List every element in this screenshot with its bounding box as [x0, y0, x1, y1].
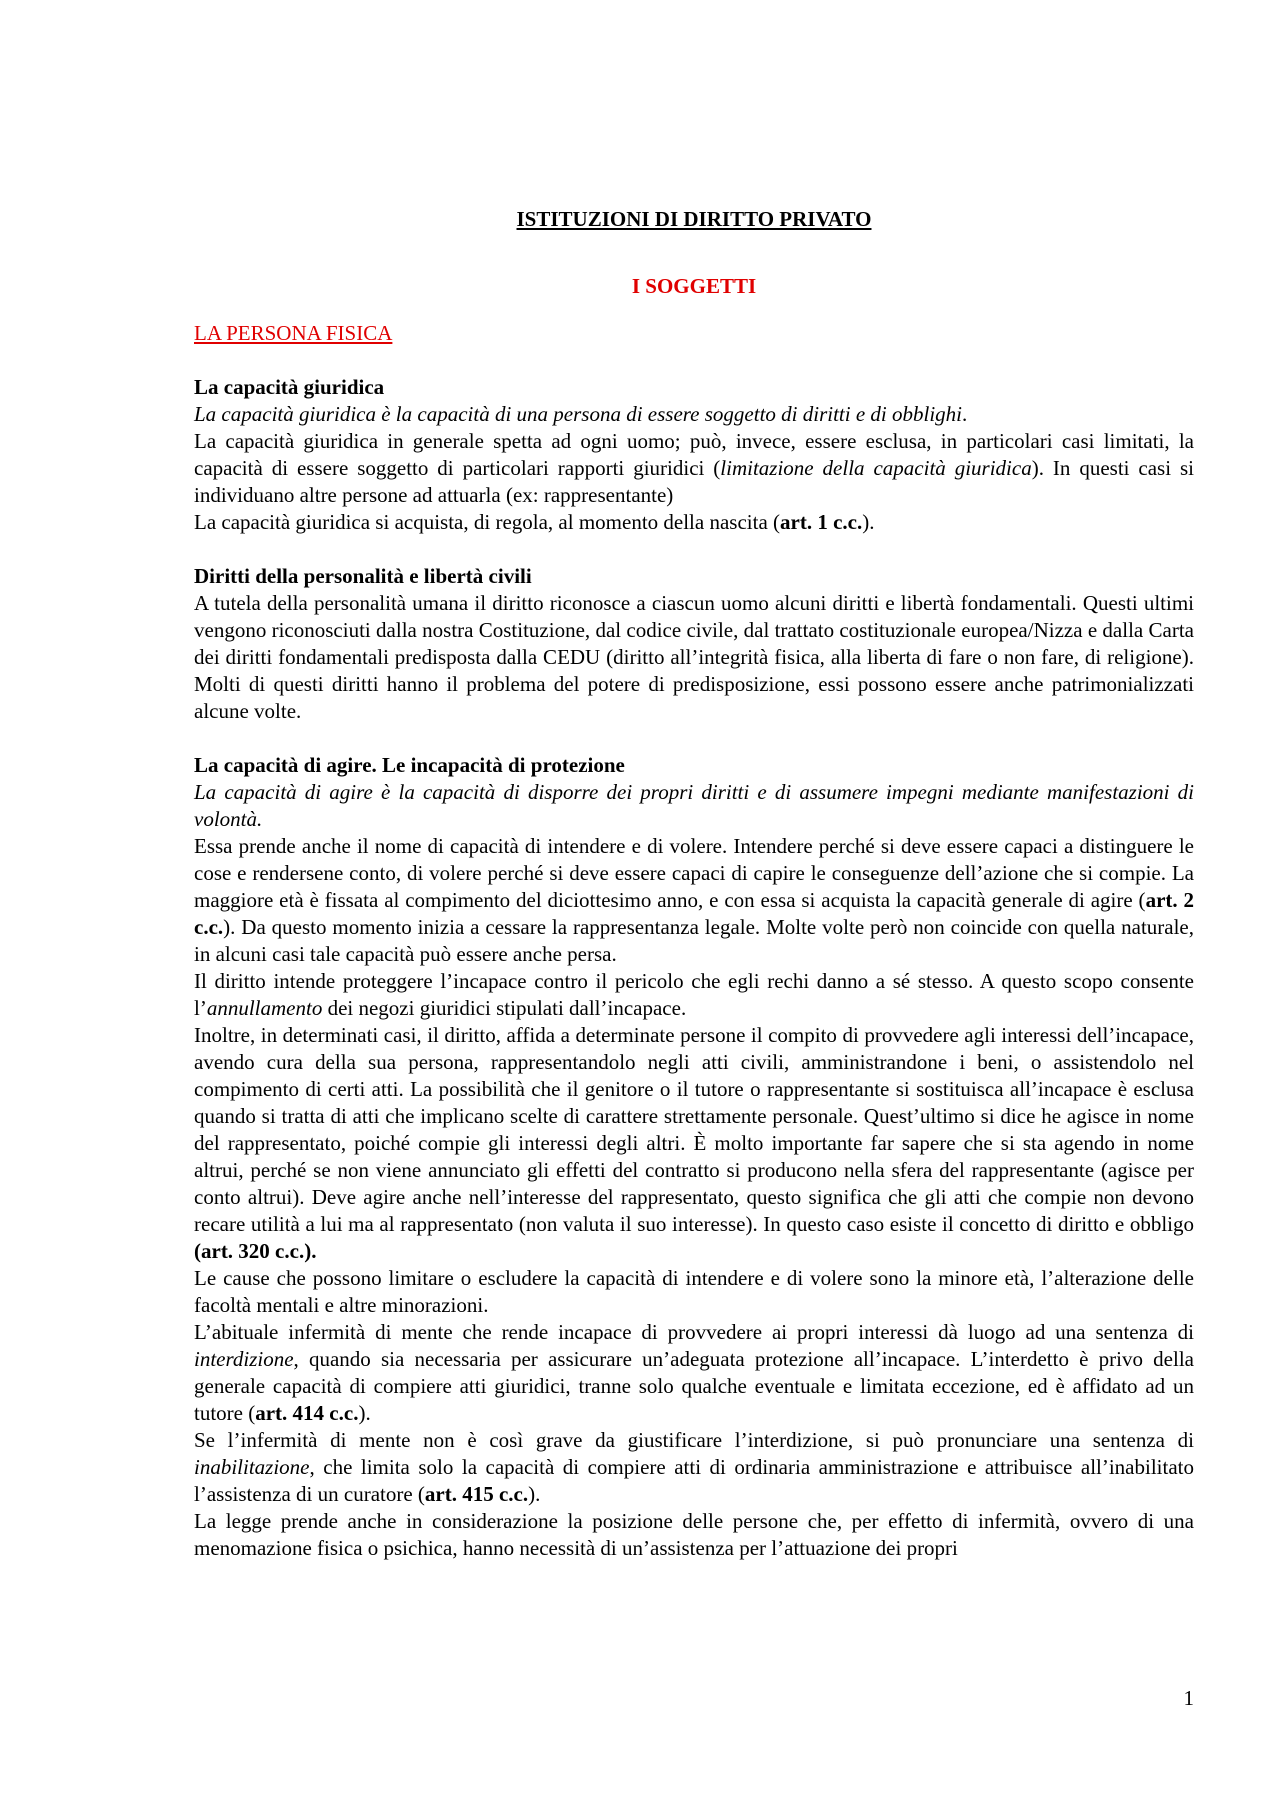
definition-period: .	[962, 402, 968, 426]
article-reference: (art. 320 c.c.).	[194, 1239, 317, 1263]
text-run: dei negozi giuridici stipulati dall’incapace.	[322, 996, 687, 1020]
heading-diritti-personalita: Diritti della personalità e libertà civili	[194, 564, 532, 588]
article-reference: art. 414 c.c.	[255, 1401, 359, 1425]
paragraph	[194, 833, 1194, 968]
paragraph: A tutela della personalità umana il diritto riconosce a ciascun uomo alcuni diritti e libertà fondamentali. Questi ultimi vengono riconosciuti dalla nostra Costituzione, dal codice civile, dal trattato costituzionale europea/Nizza e dalla Carta dei diritti fondamentali predisposta dalla CEDU (diritto all’integrità fisica, alla liberta di fare o non fare, di religione). Molti di questi diritti hanno il problema del potere di predisposizione, essi possono essere anche patrimonializzati alcune volte.	[194, 591, 1194, 723]
section-diritti-personalita	[194, 563, 1194, 725]
emphasis: inabilitazione	[194, 1455, 310, 1479]
text-run: Il diritto intende proteggere l’incapace contro il pericolo che egli rechi danno a sé stesso. A questo scopo consente l’	[194, 969, 1194, 1020]
section-capacita-giuridica	[194, 374, 1194, 536]
paragraph	[194, 968, 1194, 1022]
text-run: ). In questi casi si individuano altre persone ad attuarla (ex: rappresentante)	[194, 456, 1195, 507]
text-run: ).	[528, 1482, 541, 1506]
document-page	[194, 206, 1194, 1589]
heading-capacita-giuridica: La capacità giuridica	[194, 375, 385, 399]
text-run: La capacità giuridica in generale spetta ad ogni uomo; può, invece, essere esclusa, in particolari casi limitati, la capacità di essere soggetto di particolari rapporti giuridici (	[194, 429, 1194, 480]
emphasis: limitazione della capacità giuridica	[720, 456, 1032, 480]
document-title: ISTITUZIONI DI DIRITTO PRIVATO	[516, 207, 872, 231]
emphasis: interdizione	[194, 1347, 294, 1371]
paragraph	[194, 1319, 1194, 1427]
text-run: ).	[862, 510, 875, 534]
emphasis: annullamento	[206, 996, 323, 1020]
text-run: ).	[358, 1401, 371, 1425]
paragraph: Le cause che possono limitare o escludere la capacità di intendere e di volere sono la minore età, l’alterazione delle facoltà mentali e altre minorazioni.	[194, 1266, 1194, 1317]
article-reference: art. 1 c.c.	[780, 510, 863, 534]
text-run: ). Da questo momento inizia a cessare la rappresentanza legale. Molte volte però non coincide con quella naturale, in alcuni casi tale capacità può essere anche persa.	[194, 915, 1194, 966]
section-title: LA PERSONA FISICA	[194, 321, 393, 345]
text-run: La capacità giuridica si acquista, di regola, al momento della nascita (	[194, 510, 781, 534]
definition-text: La capacità giuridica è la capacità di una persona di essere soggetto di diritti e di obblighi	[194, 402, 962, 426]
paragraph	[194, 1427, 1194, 1508]
definition-capacita-agire: La capacità di agire è la capacità di disporre dei propri diritti e di assumere impegni mediante manifestazioni di volontà.	[194, 780, 1194, 831]
paragraph: La legge prende anche in considerazione la posizione delle persone che, per effetto di infermità, ovvero di una menomazione fisica o psichica, hanno necessità di un’assistenza per l’attuazione dei propri	[194, 1509, 1194, 1560]
text-run: Se l’infermità di mente non è così grave da giustificare l’interdizione, si può pronunciare una sentenza di	[194, 1428, 1194, 1452]
paragraph	[194, 428, 1194, 509]
text-run: Inoltre, in determinati casi, il diritto, affida a determinate persone il compito di provvedere agli interessi dell’incapace, avendo cura della sua persona, rappresentandolo negli atti civili, amministrandone i beni, o assistendolo nel compimento di certi atti. La possibilità che il genitore o il tutore o rappresentante si sostituisca all’incapace è esclusa quando si tratta di atti che implicano scelte di carattere strettamente personale. Quest’ultimo si dice he agisce in nome del rappresentato, poiché compie gli interessi degli altri. È molto importante far sapere che si sta agendo in nome altrui, perché se non viene annunciato gli effetti del contratto si producono nella sfera del rappresentante (agisce per conto altrui). Deve agire anche nell’interesse del rappresentato, questo significa che gli atti che compie non devono recare utilità a lui ma al rappresentato (non valuta il suo interesse). In questo caso esiste il concetto di diritto e obbligo	[194, 1023, 1194, 1236]
article-reference: art. 415 c.c.	[424, 1482, 529, 1506]
paragraph	[194, 509, 1194, 536]
text-run: L’abituale infermità di mente che rende incapace di provvedere ai propri interessi dà luogo ad una sentenza di	[194, 1320, 1194, 1344]
heading-capacita-agire: La capacità di agire. Le incapacità di protezione	[194, 753, 625, 777]
text-run: Essa prende anche il nome di capacità di intendere e di volere. Intendere perché si deve essere capaci a distinguere le cose e rendersene conto, di volere perché si deve essere capaci di capire le conseguenze dell’azione che si compie. La maggiore età è fissata al compimento del diciottesimo anno, e con essa si acquista la capacità generale di agire (	[194, 834, 1194, 912]
page-number: 1	[1183, 1686, 1194, 1710]
article-reference: art. 2 c.c.	[194, 888, 1194, 939]
text-run: , che limita solo la capacità di compiere atti di ordinaria amministrazione e attribuisce all’inabilitato l’assistenza di un curatore (	[194, 1455, 1194, 1506]
text-run: , quando sia necessaria per assicurare un’adeguata protezione all’incapace. L’interdetto è privo della generale capacità di compiere atti giuridici, tranne solo qualche eventuale e limitata eccezione, ed è affidato ad un tutore (	[194, 1347, 1194, 1425]
chapter-title: I SOGGETTI	[631, 274, 757, 298]
definition-capacita-giuridica	[194, 401, 1194, 428]
section-capacita-agire	[194, 752, 1194, 1562]
paragraph	[194, 1022, 1194, 1265]
